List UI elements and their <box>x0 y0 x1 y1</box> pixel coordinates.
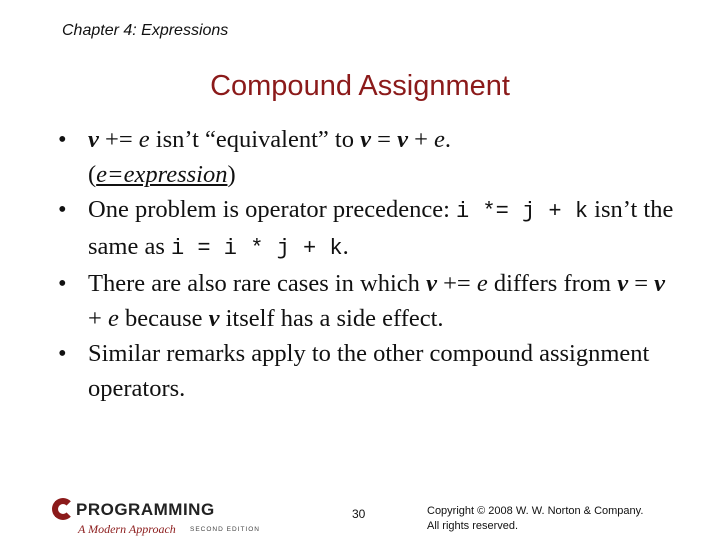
bullet-text-segment: e <box>107 305 119 332</box>
bullet-text-segment: itself has a side effect. <box>219 305 444 332</box>
bullet-text-segment: ) <box>227 161 236 188</box>
bullet-marker: • <box>58 196 67 223</box>
logo-c-icon <box>52 498 74 520</box>
bullet-text-segment: isn’t the same as <box>88 196 674 260</box>
chapter-header: Chapter 4: Expressions <box>62 22 229 39</box>
bullet-text-segment: There are also rare cases in which <box>88 270 427 297</box>
copyright-notice <box>427 504 717 534</box>
bullet-text-segment: = <box>628 270 655 297</box>
bullet-text-segment: i *= j + k <box>456 199 589 224</box>
bullet-item <box>56 266 676 336</box>
bullet-text-segment: += <box>98 126 139 153</box>
logo-wordmark: PROGRAMMING <box>76 500 215 519</box>
bullet-text-segment: + <box>407 126 435 153</box>
bullet-text-segment: v <box>617 270 629 297</box>
bullet-text-segment: = <box>370 126 398 153</box>
bullet-text-segment: One problem is operator precedence: <box>88 196 457 223</box>
bullet-text-segment: += <box>436 270 477 297</box>
bullet-text-segment: e=expression <box>96 161 228 188</box>
bullet-item <box>56 122 676 192</box>
bullet-text-segment: v <box>88 126 99 153</box>
bullet-text-segment: v <box>397 126 408 153</box>
logo-subtitle: A Modern Approach <box>78 522 176 536</box>
copyright-line: Copyright © 2008 W. W. Norton & Company. <box>427 505 644 517</box>
bullet-item <box>56 192 676 266</box>
bullet-text-segment: e <box>476 270 488 297</box>
bullet-text-segment: differs from <box>487 270 618 297</box>
slide-title: Compound Assignment <box>210 70 510 102</box>
bullet-text-segment: Similar remarks apply to the other compound assignment operators. <box>88 340 650 402</box>
bullet-text-segment: + <box>88 305 108 332</box>
bullet-text-segment: e <box>138 126 150 153</box>
bullet-text-segment: e <box>434 126 445 153</box>
bullet-text-segment: v <box>360 126 371 153</box>
bullet-text-segment: . <box>444 126 452 153</box>
bullet-list <box>56 122 676 406</box>
bullet-text-segment: v <box>654 270 666 297</box>
page-number: 30 <box>352 507 366 521</box>
bullet-text-segment: . <box>342 233 349 260</box>
bullet-marker: • <box>58 270 67 297</box>
bullet-marker: • <box>58 340 67 367</box>
book-logo <box>52 498 267 542</box>
bullet-text-segment: v <box>208 305 220 332</box>
bullet-text-segment: isn’t “equivalent” to <box>149 126 361 153</box>
bullet-marker: • <box>58 126 67 153</box>
bullet-text-segment: v <box>426 270 437 297</box>
bullet-text-segment: because <box>118 305 209 332</box>
copyright-line: All rights reserved. <box>427 520 519 532</box>
bullet-text-segment: i = i * j + k <box>171 236 343 261</box>
bullet-item <box>56 336 676 406</box>
logo-edition: SECOND EDITION <box>190 526 260 533</box>
bullet-text-segment: ( <box>88 161 97 188</box>
